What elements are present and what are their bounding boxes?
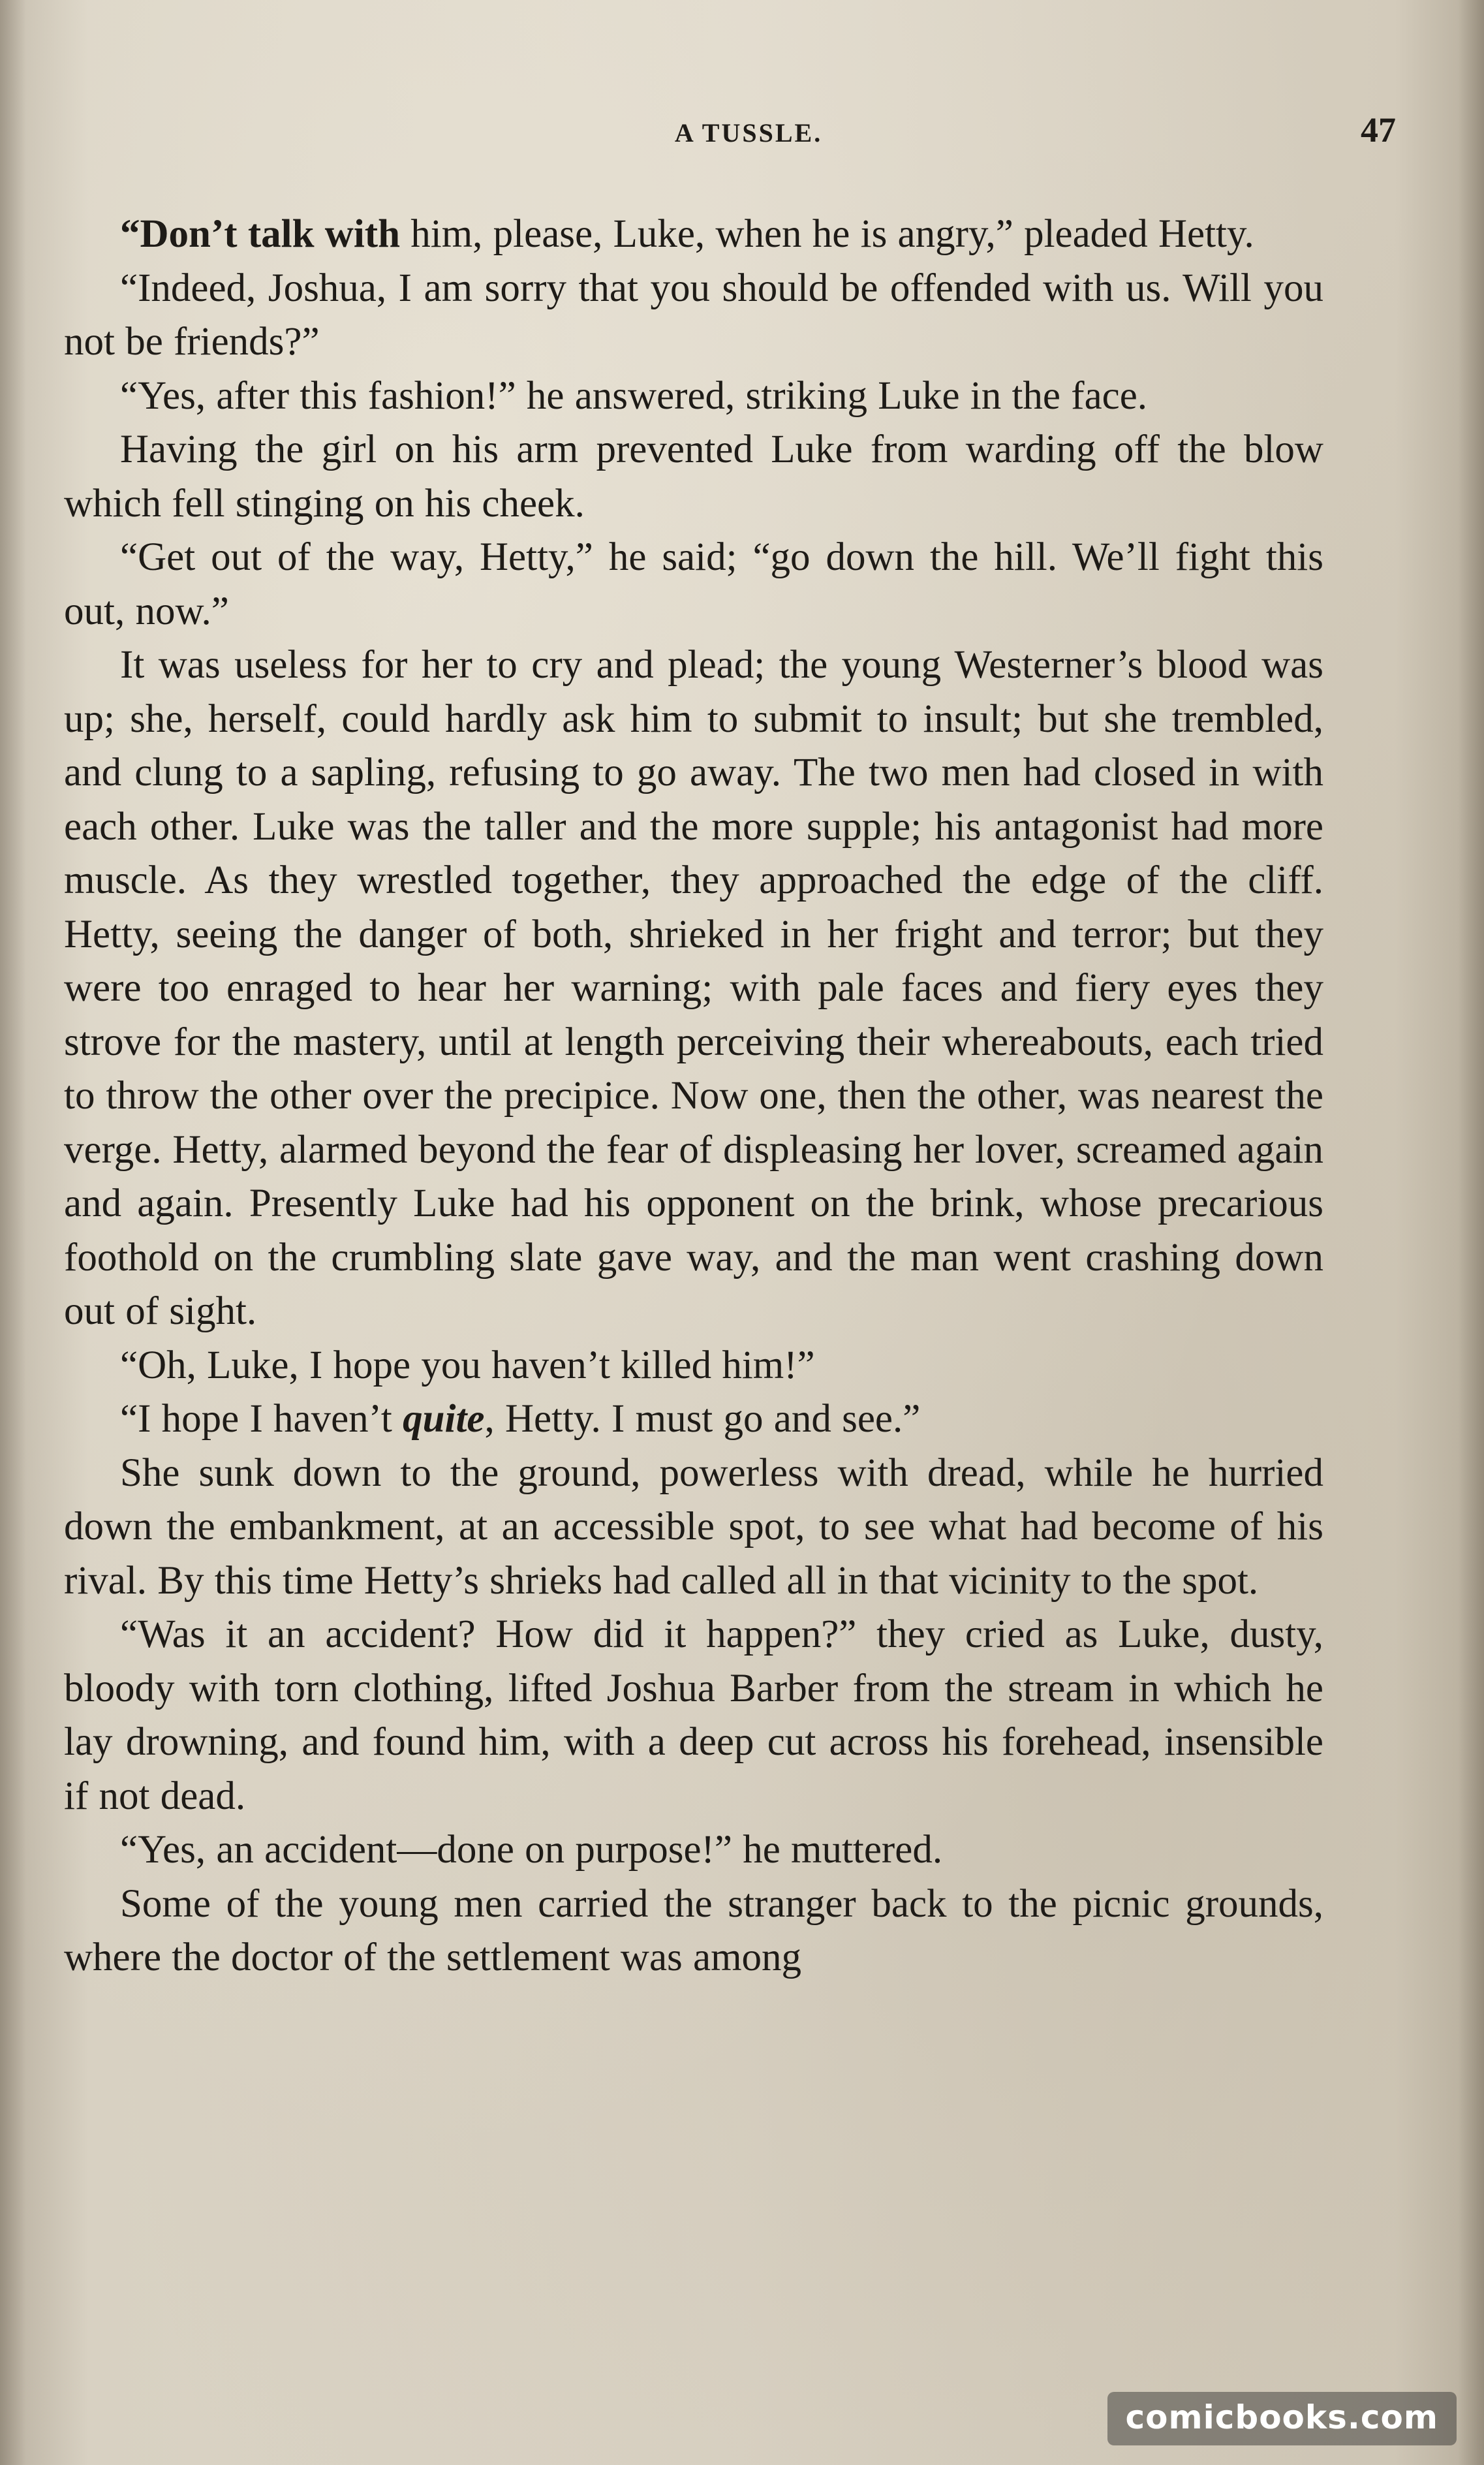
text-segment: “Was it an accident? How did it happen?” they cried as Luke, dusty, bloody with torn clothing, lifted Joshua Barber from the stream in which he lay drowning, and found him, with a deep cut across his forehead, insensible if not dead. xyxy=(64,1612,1323,1818)
text-segment: , Hetty. I must go and see.” xyxy=(484,1397,921,1441)
site-watermark: comicbooks.com xyxy=(1107,2392,1457,2445)
text-segment: It was useless for her to cry and plead; the young Westerner’s blood was up; she, herself, could hardly ask him to submit to insult; but she trembled, and clung to a sapling, refusing to go away. The two men had closed in with each other. Luke was the taller and the more supple; his antagonist had more muscle. As they wrestled together, they approached the edge of the cliff. Hetty, seeing the danger of both, shrieked in her fright and terror; but they were too enraged to hear her warning; with pale faces and fiery eyes they strove for the mastery, until at length perceiving their whereabouts, each tried to throw the other over the precipice. Now one, then the other, was nearest the verge. Hetty, alarmed beyond the fear of displeasing her lover, screamed again and again. Presently Luke had his opponent on the brink, whose precarious foothold on the crumbling slate gave way, and the man went crashing down out of sight. xyxy=(64,643,1323,1333)
paragraph xyxy=(64,369,1323,424)
paragraph xyxy=(64,638,1323,1339)
text-segment: Having the girl on his arm prevented Luke from warding off the blow which fell stinging on his cheek. xyxy=(64,428,1323,526)
text-segment: “Yes, an accident—done on purpose!” he muttered. xyxy=(120,1828,943,1872)
paragraph xyxy=(64,1608,1323,1823)
text-segment: “Yes, after this fashion!” he answered, striking Luke in the face. xyxy=(120,373,1148,418)
running-head xyxy=(65,98,1432,157)
paragraph xyxy=(64,208,1323,262)
scan-shadow-right xyxy=(1458,0,1484,2465)
paragraph xyxy=(64,1447,1323,1609)
paragraph xyxy=(64,1392,1323,1447)
paragraph xyxy=(64,1339,1323,1393)
text-segment: “Indeed, Joshua, I am sorry that you should be offended with us. Will you not be friends?” xyxy=(64,266,1323,364)
paragraph xyxy=(64,531,1323,638)
scan-shadow-left xyxy=(0,0,26,2465)
text-segment: Some of the young men carried the stranger back to the picnic grounds, where the doctor of the settlement was among xyxy=(64,1881,1323,1979)
text-segment: “Get out of the way, Hetty,” he said; “go down the hill. We’ll fight this out, now.” xyxy=(64,535,1323,633)
body-text xyxy=(64,208,1323,1985)
text-segment: “I hope I haven’t xyxy=(120,1397,403,1441)
text-segment: “Oh, Luke, I hope you haven’t killed him!” xyxy=(120,1343,815,1387)
paragraph xyxy=(64,1823,1323,1877)
text-segment: “Don’t talk with xyxy=(120,212,401,256)
text-segment: quite xyxy=(403,1397,485,1441)
paragraph xyxy=(64,1877,1323,1985)
paragraph xyxy=(64,262,1323,369)
running-title: A TUSSLE. xyxy=(674,118,823,148)
paragraph xyxy=(64,423,1323,531)
page-number: 47 xyxy=(1361,110,1396,149)
text-segment: him, please, Luke, when he is angry,” pleaded Hetty. xyxy=(400,212,1254,256)
text-segment: She sunk down to the ground, powerless with dread, while he hurried down the embankment, at an accessible spot, to see what had become of his rival. By this time Hetty’s shrieks had called all in that vicinity to the spot. xyxy=(64,1451,1323,1603)
